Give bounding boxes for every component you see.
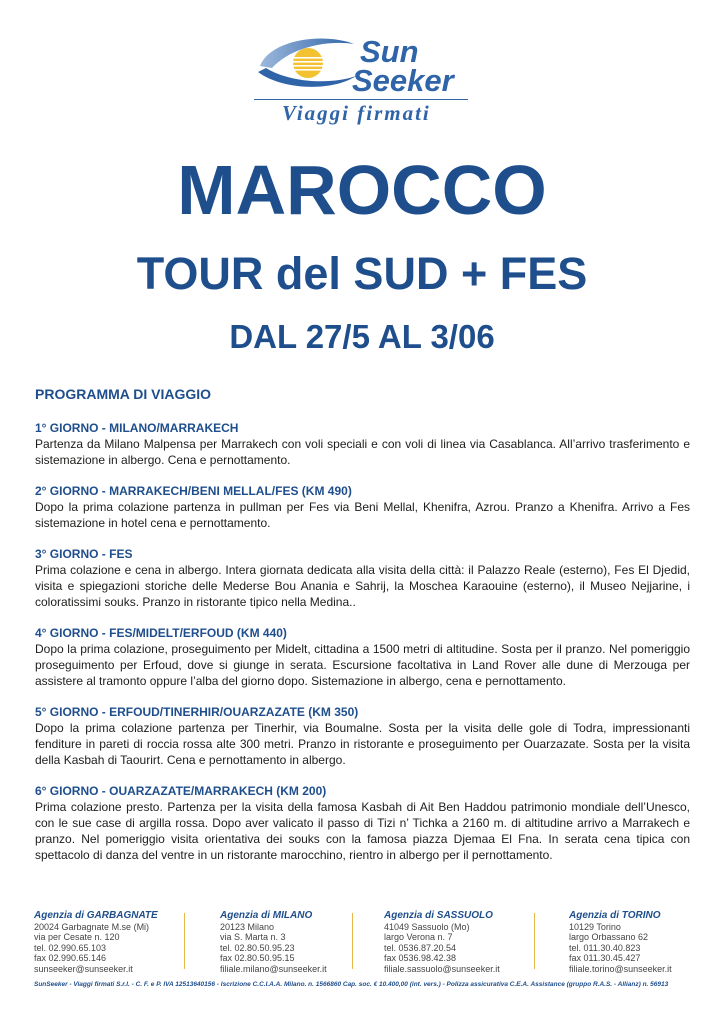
agency-phone: tel. 02.80.50.95.23	[220, 942, 295, 953]
day-item	[35, 420, 690, 468]
agency-fax: fax 02.990.65.146	[34, 953, 107, 963]
agency-name: Agenzia di GARBAGNATE	[34, 910, 158, 921]
sun-swoosh-icon	[252, 30, 362, 100]
agency-garbagnate	[34, 911, 158, 974]
agency-address: 20123 Milano	[220, 921, 275, 932]
tour-dates: DAL 27/5 AL 3/06	[229, 318, 495, 355]
day-title: 1° GIORNO - MILANO/MARRAKECH	[35, 421, 239, 435]
agency-address: 41049 Sassuolo (Mo)	[384, 921, 470, 932]
day-description: Dopo la prima colazione partenza in pullman per Fes via Beni Mellal, Khenifra, Azrou. Pranzo a Khenifra. Arrivo a Fes sistemazione in hotel cena e pernottamento.	[35, 500, 690, 530]
footer-separator	[352, 913, 353, 969]
agency-name: Agenzia di MILANO	[220, 910, 313, 921]
sunseeker-logo	[252, 30, 472, 130]
tour-subtitle: TOUR del SUD + FES	[136, 248, 588, 299]
agency-street: via per Cesate n. 120	[34, 932, 120, 942]
day-description: Dopo la prima colazione partenza per Tinerhir, via Boumalne. Sosta per la visita delle gole di Todra, impressionanti fenditure in pareti di roccia rossa alte 300 metri. Pranzo in ristorante e proseguimento per Ouarzazate. Sosta per la visita della Kasbah di Taourirt. Cena e pernottamento in albergo.	[35, 721, 690, 767]
agency-torino	[569, 911, 672, 974]
agency-address: 20024 Garbagnate M.se (Mi)	[34, 921, 150, 932]
day-title: 4° GIORNO - FES/MIDELT/ERFOUD (KM 440)	[35, 626, 287, 640]
agency-phone: tel. 02.990.65.103	[34, 942, 107, 953]
agency-address: 10129 Torino	[569, 921, 621, 932]
logo-word-seeker: Seeker	[352, 63, 454, 98]
agency-sassuolo	[384, 911, 500, 974]
logo-divider	[254, 99, 468, 100]
agency-email[interactable]: sunseeker@sunseeker.it	[34, 963, 133, 974]
day-item	[35, 704, 690, 768]
day-title: 2° GIORNO - MARRAKECH/BENI MELLAL/FES (KM 490)	[35, 484, 352, 498]
day-description: Partenza da Milano Malpensa per Marrakech con voli speciali e con voli di linea via Casablanca. All’arrivo trasferimento e sistemazione in albergo. Cena e pernottamento.	[35, 437, 690, 467]
program-section	[35, 386, 690, 878]
agency-street: largo Orbassano 62	[569, 932, 649, 942]
legal-notice: SunSeeker - Viaggi firmati S.r.l. - C. F. e P. IVA 12513640156 - Iscrizione C.C.I.A.A. Milano. n. 1566860 Cap. soc. € 10.400,00 (int. vers.) - Polizza assicurativa C.E.A. Assistance (gruppo R.A.S. - Allianz) n. 56913	[34, 981, 669, 988]
day-description: Dopo la prima colazione, proseguimento per Midelt, cittadina a 1500 metri di altitudine. Sosta per il pranzo. Nel pomeriggio proseguimento per Erfoud, dove si giunge in serata. Escursione facoltativa in Land Rover alle dune di Merzouga per assistere al tramonto oppure l’alba del giorno dopo. Sistemazione in albergo, cena e pernottamento.	[35, 642, 690, 688]
day-item	[35, 783, 690, 863]
day-title: 5° GIORNO - ERFOUD/TINERHIR/OUARZAZATE (KM 350)	[35, 705, 359, 719]
logo-tagline: Viaggi firmati	[282, 101, 431, 125]
footer-separator	[184, 913, 185, 969]
agency-name: Agenzia di SASSUOLO	[384, 910, 493, 921]
day-description: Prima colazione e cena in albergo. Intera giornata dedicata alla visita della città: il Palazzo Reale (esterno), Fes El Djedid, visita e spiegazioni storiche delle Mederse Bou Anania e Sahrij, la Moschea Karaouine (esterno), il Museo Nejjarine, i coloratissimi souks. Pranzo in ristorante tipico nella Medina..	[35, 563, 690, 609]
agency-email[interactable]: filiale.milano@sunseeker.it	[220, 963, 327, 974]
agency-fax: fax 02.80.50.95.15	[220, 953, 295, 963]
agency-phone: tel. 0536.87.20.54	[384, 942, 457, 953]
agency-phone: tel. 011.30.40.823	[569, 942, 641, 953]
day-item	[35, 546, 690, 610]
agency-fax: fax 011.30.45.427	[569, 953, 641, 963]
day-item	[35, 483, 690, 531]
agency-email[interactable]: filiale.sassuolo@sunseeker.it	[384, 963, 500, 974]
agency-fax: fax 0536.98.42.38	[384, 953, 457, 963]
day-title: 3° GIORNO - FES	[35, 547, 133, 561]
agency-name: Agenzia di TORINO	[569, 910, 661, 921]
agency-street: via S. Marta n. 3	[220, 932, 286, 942]
program-heading: PROGRAMMA DI VIAGGIO	[35, 386, 212, 402]
day-description: Prima colazione presto. Partenza per la visita della famosa Kasbah di Ait Ben Haddou patrimonio mondiale dell’Unesco, con le sue case di argilla rossa. Dopo aver valicato il passo di Tizi n’ Tichka a 2160 m. di altitudine arrivo a Marrakech e pranzo. Nel pomeriggio visita orientativa dei souks con la famosa piazza Djemaa El Fna. In serata cena tipica con spettacolo di danza del ventre in un ristorante marocchino, rientro in albergo per il pernottamento.	[35, 800, 690, 862]
logo-word-sun: Sun	[360, 34, 419, 69]
day-item	[35, 625, 690, 689]
footer-separator	[534, 913, 535, 969]
destination-title: MAROCCO	[177, 151, 547, 229]
day-title: 6° GIORNO - OUARZAZATE/MARRAKECH (KM 200)	[35, 784, 327, 798]
agencies-footer	[34, 911, 694, 973]
agency-milano	[220, 911, 327, 974]
agency-email[interactable]: filiale.torino@sunseeker.it	[569, 963, 672, 974]
agency-street: largo Verona n. 7	[384, 932, 453, 942]
